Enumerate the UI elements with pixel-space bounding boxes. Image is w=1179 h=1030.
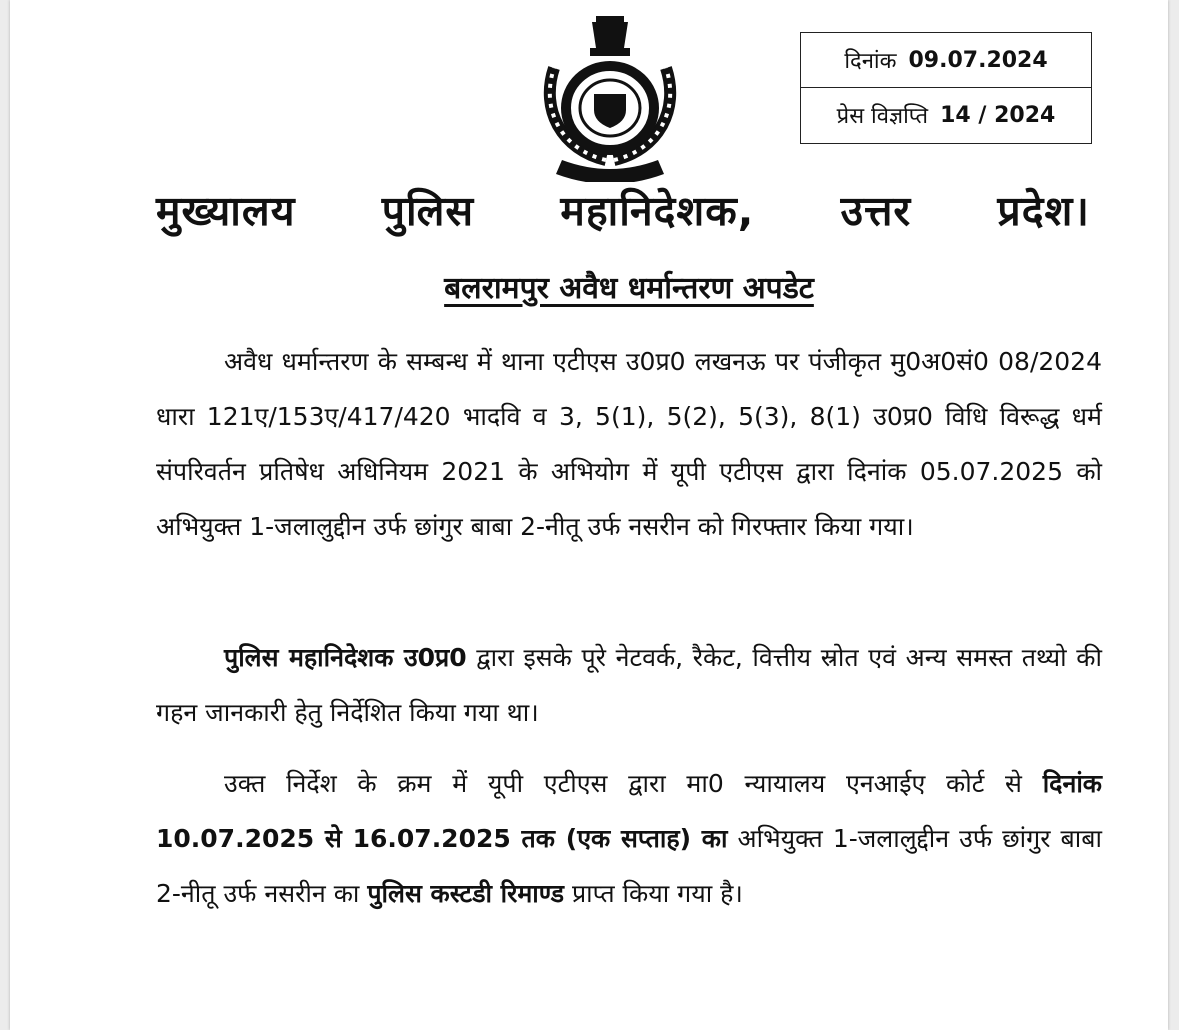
paragraph-arrest: अवैध धर्मान्तरण के सम्बन्ध में थाना एटीएस उ0प्र0 लखनऊ पर पंजीकृत मु0अ0सं0 08/2024 धारा 121ए/153ए/417/420 भादवि व 3, 5(1), 5(2), 5(3), 8(1) उ0प्र0 विधि विरूद्ध धर्म संपरिवर्तन प्रतिषेध अधिनियम 2021 के अभियोग में यूपी एटीएस द्वारा दिनांक 05.07.2025 को अभियुक्त 1-जलालुद्दीन उर्फ छांगुर बाबा 2-नीतू उर्फ नसरीन को गिरफ्तार किया गया। xyxy=(156,347,1102,541)
press-release-row xyxy=(801,87,1091,142)
press-release-page xyxy=(10,0,1168,1030)
paragraph-remand xyxy=(156,756,1102,921)
remand-text-b: अभियुक्त 1-जलालुद्दीन उर्फ छांगुर बाबा 2-नीतू उर्फ नसरीन का xyxy=(156,824,1102,908)
remand-text-c: प्राप्त किया गया है। xyxy=(564,879,743,908)
remand-dates-bold: दिनांक 10.07.2025 से 16.07.2025 तक (एक सप्ताह) का xyxy=(156,769,1102,853)
up-police-emblem-icon xyxy=(532,10,688,182)
press-release-label: प्रेस विज्ञप्ति xyxy=(836,104,929,129)
headquarters-title xyxy=(156,182,1090,238)
date-row xyxy=(801,33,1091,87)
title-word: पुलिस xyxy=(381,187,475,235)
date-press-box xyxy=(800,32,1092,144)
paragraph-directive xyxy=(156,630,1102,740)
press-release-number: 14 / 2024 xyxy=(940,102,1056,128)
title-word: महानिदेशक, xyxy=(560,187,755,235)
subject-heading: बलरामपुर अवैध धर्मान्तरण अपडेट xyxy=(444,271,814,306)
title-word: मुख्यालय xyxy=(156,187,296,235)
date-value: 09.07.2024 xyxy=(908,47,1048,73)
paragraph-directive-text: द्वारा इसके पूरे नेटवर्क, रैकेट, वित्तीय स्रोत एवं अन्य समस्त तथ्यो की गहन जानकारी हेतु निर्देशित किया गया था। xyxy=(156,643,1102,727)
title-word: उत्तर xyxy=(840,187,912,235)
remand-text-a: उक्त निर्देश के क्रम में यूपी एटीएस द्वारा मा0 न्यायालय एनआईए कोर्ट से xyxy=(224,769,1043,798)
title-word: प्रदेश। xyxy=(997,187,1090,235)
date-label: दिनांक xyxy=(844,49,897,74)
dgp-name-bold: पुलिस महानिदेशक उ0प्र0 xyxy=(224,643,467,672)
police-custody-bold: पुलिस कस्टडी रिमाण्ड xyxy=(367,879,565,908)
